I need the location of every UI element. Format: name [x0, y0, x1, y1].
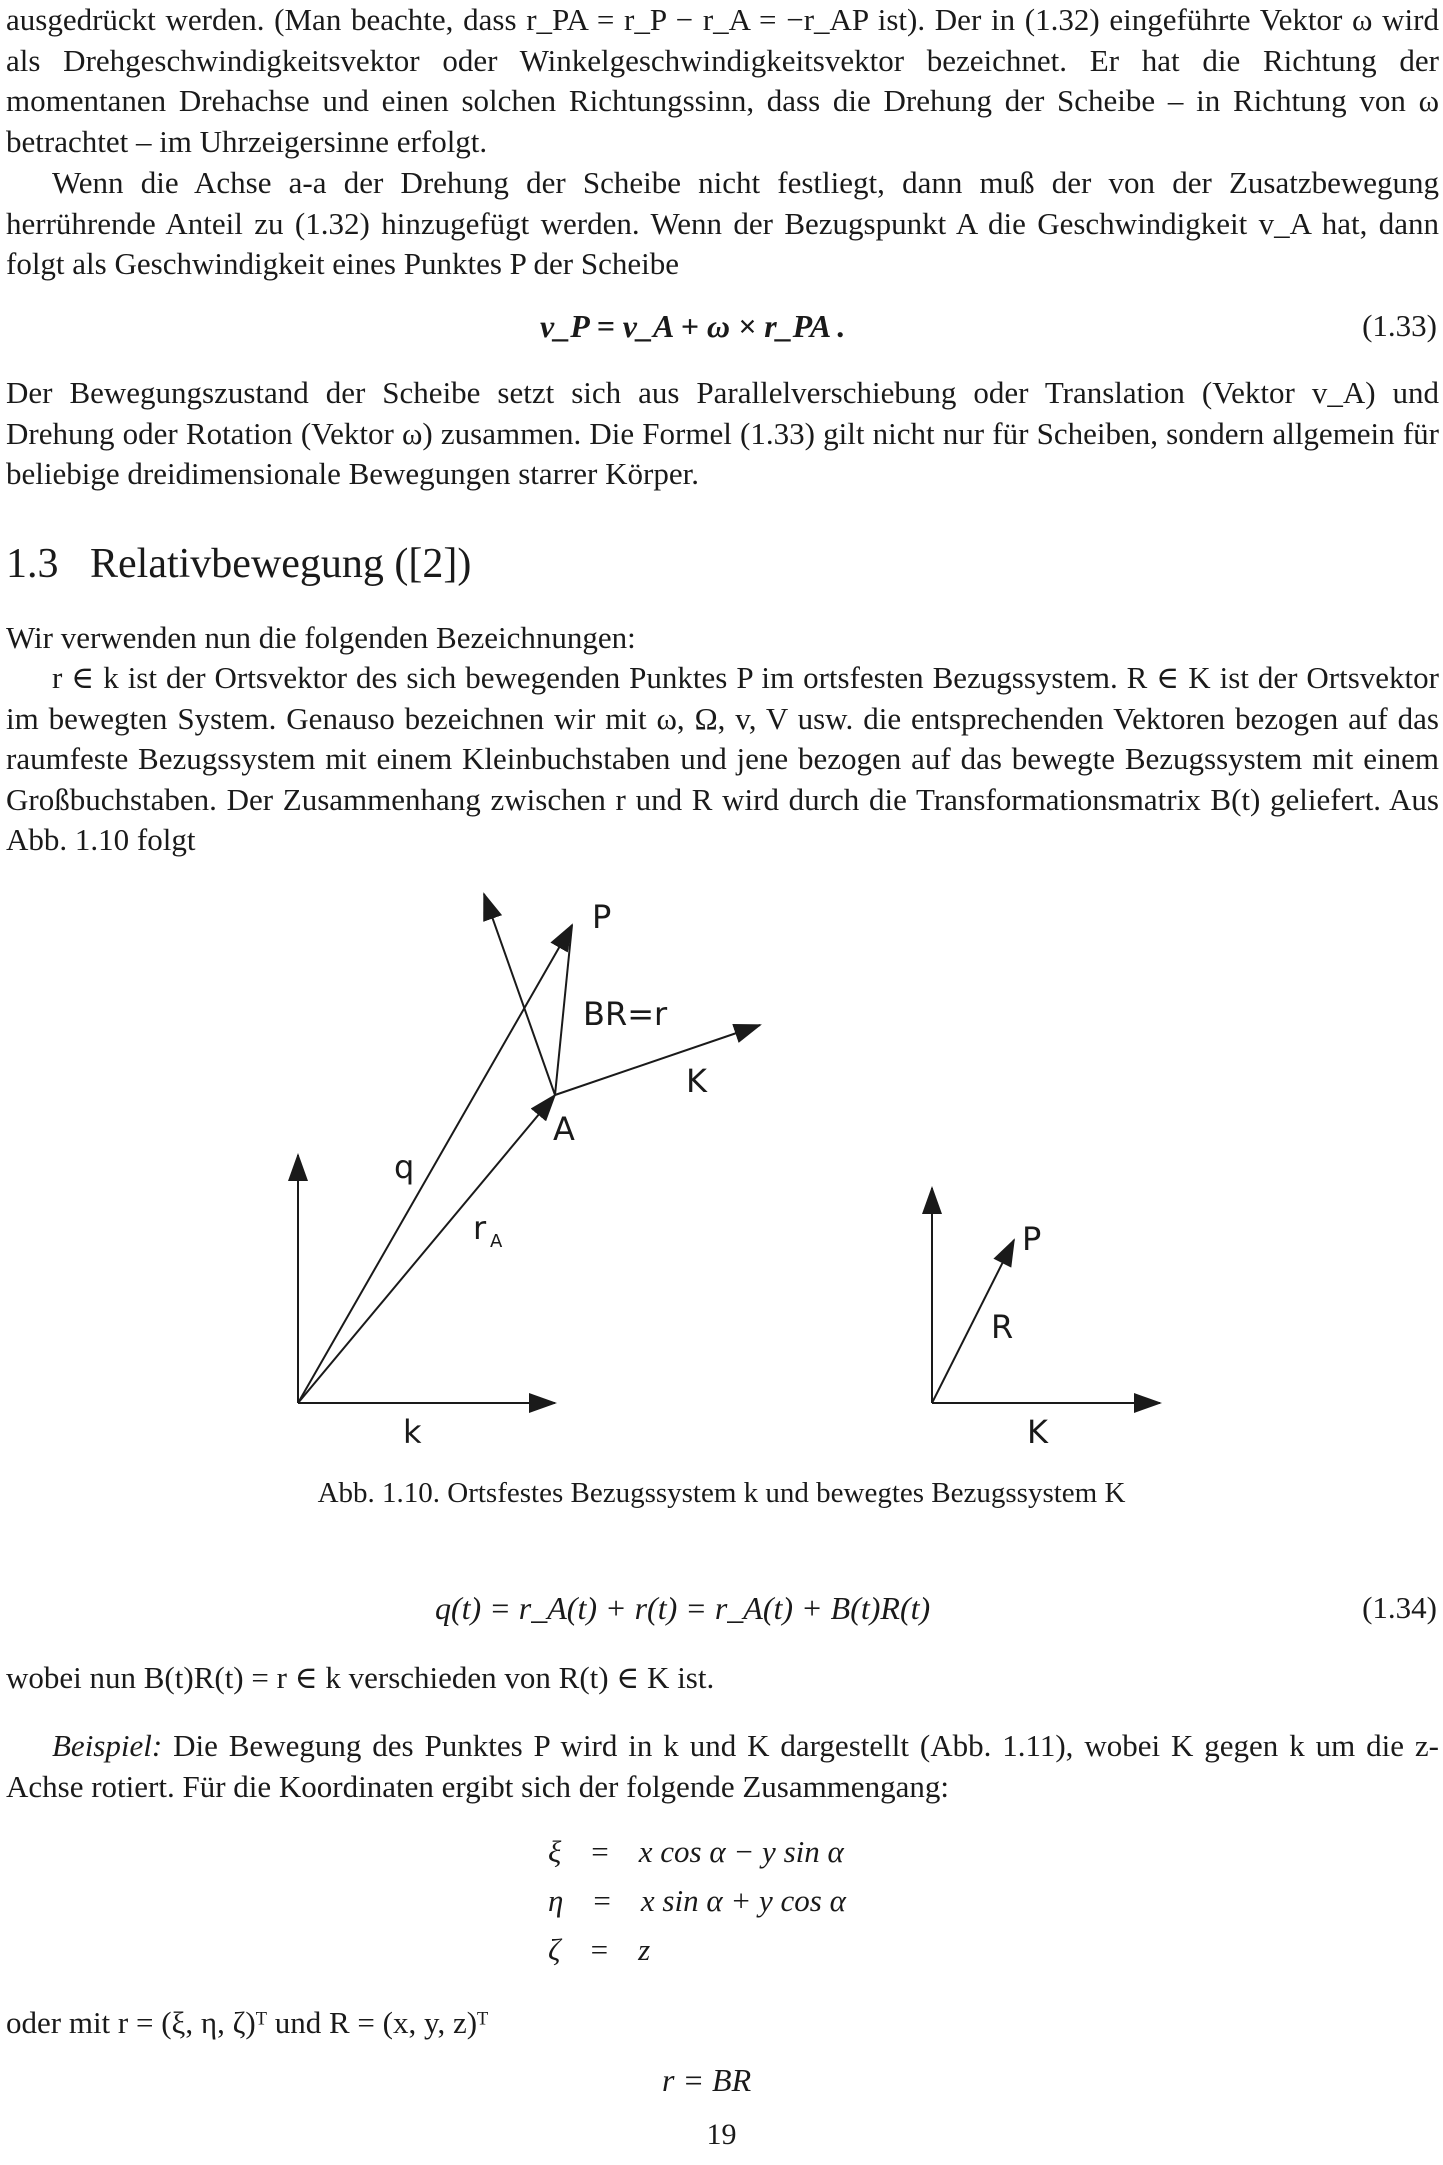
paragraph-oder-mit: oder mit r = (ξ, η, ζ)ᵀ und R = (x, y, z)ᵀ [6, 2005, 489, 2040]
system-equals: = [591, 1834, 609, 1869]
intro-paragraph-2: Wenn die Achse a-a der Drehung der Scheibe nicht festliegt, dann muß der von der Zusatzbewegung herrührende Anteil zu (1.32) hinzugefügt werden. Wenn der Bezugspunkt A die Geschwindigkeit v_A hat, dann folgt als Geschwindigkeit eines Punktes P der Scheibe [6, 165, 1439, 281]
label-A: A [553, 1110, 575, 1148]
paragraph-notation: r ∈ k ist der Ortsvektor des sich bewegenden Punktes P im ortsfesten Bezugssystem. R ∈ K ist der Ortsvektor im bewegten System. Genauso bezeichnen wir mit ω, Ω, v, V usw. die entsprechenden Vektoren bezogen auf das raumfeste Bezugssystem mit einem Kleinbuchstaben und jene bezogen auf das bewegte Bezugssystem mit einem Großbuchstaben. Der Zusammenhang zwischen r und R wird durch die Transformationsmatrix B(t) geliefert. Aus Abb. 1.10 folgt [6, 660, 1439, 857]
page-number: 19 [706, 2118, 737, 2151]
system-rhs: x cos α − y sin α [638, 1834, 844, 1869]
label-rA: r [473, 1209, 487, 1247]
system-row-3 [548, 1932, 650, 1968]
equation-r-BR: r = BR [662, 2062, 752, 2098]
axis-K-right [555, 1025, 760, 1095]
section-number: 1.3 [6, 541, 59, 587]
label-K: K [686, 1062, 707, 1100]
paragraph-intro-notation: Wir verwenden nun die folgenden Bezeichnungen: [6, 620, 636, 655]
system-rhs: z [638, 1932, 651, 1967]
label-BR: BR=r [583, 995, 668, 1033]
label-R2: R [991, 1308, 1014, 1346]
vector-q [298, 925, 572, 1403]
equation-number-1-33: (1.33) [1362, 308, 1437, 343]
section-title: Relativbewegung ([2]) [90, 541, 472, 587]
system-equals: = [593, 1883, 611, 1918]
system-row-1 [548, 1834, 844, 1870]
label-K2: K [1027, 1413, 1048, 1451]
label-P: P [592, 898, 612, 936]
equation-number-1-34: (1.34) [1362, 1590, 1437, 1625]
system-rhs: x sin α + y cos α [640, 1883, 846, 1918]
equation-1-33: v_P = v_A + ω × r_PA . [540, 308, 846, 344]
system-equals: = [590, 1932, 609, 1967]
label-P2: P [1022, 1220, 1042, 1258]
system-row-2 [548, 1883, 846, 1919]
system-lhs: η [548, 1883, 564, 1918]
paragraph-wobei: wobei nun B(t)R(t) = r ∈ k verschieden von R(t) ∈ K ist. [6, 1660, 715, 1695]
figure-1-10 [0, 880, 1443, 1460]
vector-rA [298, 1095, 555, 1403]
section-heading [6, 540, 471, 588]
figure-caption: Abb. 1.10. Ortsfestes Bezugssystem k und bewegtes Bezugssystem K [317, 1477, 1126, 1509]
label-q: q [394, 1148, 415, 1186]
paragraph-translation-rotation: Der Bewegungszustand der Scheibe setzt sich aus Parallelverschiebung oder Translation (Vektor v_A) und Drehung oder Rotation (Vektor ω) zusammen. Die Formel (1.33) gilt nicht nur für Scheiben, sondern allgemein für beliebige dreidimensionale Bewegungen starrer Körper. [6, 375, 1439, 491]
example-text: Die Bewegung des Punktes P wird in k und K dargestellt (Abb. 1.11), wobei K gegen k um die z-Achse rotiert. Für die Koordinaten ergibt sich der folgende Zusammengang: [6, 1728, 1439, 1804]
paragraph-example [6, 1726, 1439, 1807]
label-k: k [403, 1413, 422, 1451]
label-rA-sub: A [490, 1231, 503, 1252]
equation-1-34: q(t) = r_A(t) + r(t) = r_A(t) + B(t)R(t) [435, 1590, 931, 1626]
system-lhs: ξ [548, 1834, 562, 1869]
system-lhs: ζ [548, 1932, 561, 1967]
example-label: Beispiel: [52, 1728, 163, 1763]
axis-K-upper [484, 894, 555, 1095]
intro-paragraph-1: ausgedrückt werden. (Man beachte, dass r_PA = r_P − r_A = −r_AP ist). Der in (1.32) eingeführte Vektor ω wird als Drehgeschwindigkeitsvektor oder Winkelgeschwindigkeitsvektor bezeichnet. Er hat die Richtung der momentanen Drehachse und einen solchen Richtungssinn, dass die Drehung der Scheibe – in Richtung von ω betrachtet – im Uhrzeigersinne erfolgt. [6, 2, 1439, 159]
